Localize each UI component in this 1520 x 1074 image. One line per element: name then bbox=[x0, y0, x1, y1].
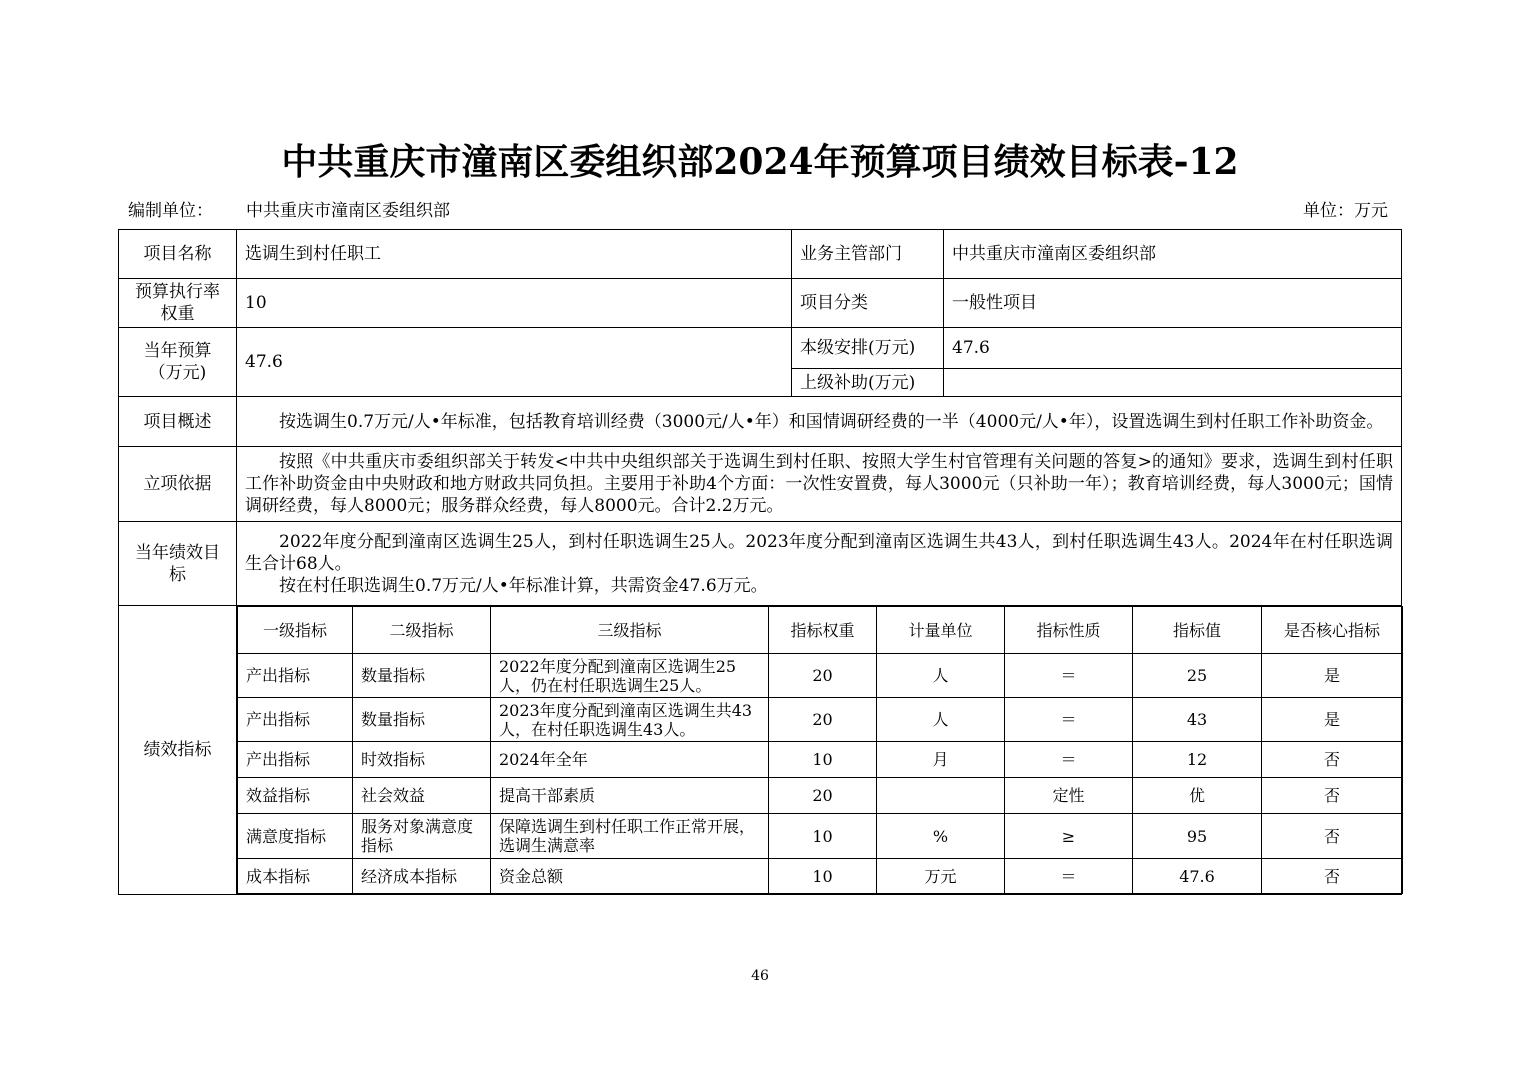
cell-core: 是 bbox=[1262, 654, 1403, 698]
cell-value: 优 bbox=[1133, 778, 1262, 814]
cell-core: 否 bbox=[1262, 859, 1403, 894]
cell-weight: 10 bbox=[769, 859, 877, 894]
cell-nature: ＝ bbox=[1005, 859, 1133, 894]
indicator-row bbox=[238, 742, 1403, 778]
header-level1: 一级指标 bbox=[238, 607, 353, 654]
header-value: 指标值 bbox=[1133, 607, 1262, 654]
goal-cell bbox=[237, 522, 1402, 606]
exec-rate-value: 10 bbox=[237, 279, 792, 328]
exec-rate-label: 预算执行率权重 bbox=[119, 279, 237, 328]
indicator-row bbox=[238, 814, 1403, 859]
cell-level1: 产出指标 bbox=[238, 742, 353, 778]
cell-nature: ＝ bbox=[1005, 654, 1133, 698]
indicator-row bbox=[238, 859, 1403, 894]
performance-table bbox=[118, 229, 1402, 895]
table-row bbox=[119, 606, 1402, 895]
cell-level1: 效益指标 bbox=[238, 778, 353, 814]
cell-value: 95 bbox=[1133, 814, 1262, 859]
cell-unit: % bbox=[877, 814, 1005, 859]
table-row bbox=[119, 397, 1402, 447]
indicators-cell bbox=[237, 606, 1402, 895]
cell-level2: 时效指标 bbox=[353, 742, 491, 778]
cell-weight: 20 bbox=[769, 698, 877, 742]
page-title: 中共重庆市潼南区委组织部2024年预算项目绩效目标表-12 bbox=[281, 141, 1239, 183]
cell-level3: 资金总额 bbox=[491, 859, 769, 894]
cell-level3: 2023年度分配到潼南区选调生共43人，在村任职选调生43人。 bbox=[491, 698, 769, 742]
cell-level3: 2024年全年 bbox=[491, 742, 769, 778]
upper-label: 上级补助(万元) bbox=[792, 369, 944, 397]
perf-label: 绩效指标 bbox=[119, 606, 237, 895]
goal-label: 当年绩效目标 bbox=[119, 522, 237, 606]
cell-level1: 成本指标 bbox=[238, 859, 353, 894]
cell-weight: 10 bbox=[769, 742, 877, 778]
cell-core: 否 bbox=[1262, 742, 1403, 778]
table-row bbox=[119, 279, 1402, 328]
overview-label: 项目概述 bbox=[119, 397, 237, 447]
cell-weight: 10 bbox=[769, 814, 877, 859]
cell-unit: 人 bbox=[877, 698, 1005, 742]
table-row bbox=[119, 522, 1402, 606]
cell-core: 否 bbox=[1262, 814, 1403, 859]
budget-label: 当年预算（万元) bbox=[119, 328, 237, 397]
cell-nature: 定性 bbox=[1005, 778, 1133, 814]
indicator-header-row bbox=[238, 607, 1403, 654]
org-value: 中共重庆市潼南区委组织部 bbox=[246, 201, 450, 221]
cell-level3: 2022年度分配到潼南区选调生25人，仍在村任职选调生25人。 bbox=[491, 654, 769, 698]
header-core: 是否核心指标 bbox=[1262, 607, 1403, 654]
org-label: 编制单位： bbox=[128, 201, 213, 221]
overview-text: 按选调生0.7万元/人•年标准，包括教育培训经费（3000元/人•年）和国情调研经费的一半（4000元/人•年），设置选调生到村任职工作补助资金。 bbox=[237, 397, 1402, 447]
dept-label: 业务主管部门 bbox=[792, 230, 944, 279]
indicator-row bbox=[238, 698, 1403, 742]
project-name-value: 选调生到村任职工 bbox=[237, 230, 792, 279]
cell-level2: 经济成本指标 bbox=[353, 859, 491, 894]
page-number: 46 bbox=[751, 968, 769, 984]
cell-value: 43 bbox=[1133, 698, 1262, 742]
cell-core: 否 bbox=[1262, 778, 1403, 814]
header-unit: 计量单位 bbox=[877, 607, 1005, 654]
indicator-row bbox=[238, 654, 1403, 698]
cell-unit: 万元 bbox=[877, 859, 1005, 894]
cell-nature: ＝ bbox=[1005, 742, 1133, 778]
header-level2: 二级指标 bbox=[353, 607, 491, 654]
cell-level3: 保障选调生到村任职工作正常开展，选调生满意率 bbox=[491, 814, 769, 859]
dept-value: 中共重庆市潼南区委组织部 bbox=[944, 230, 1402, 279]
local-value: 47.6 bbox=[944, 328, 1402, 369]
table-row bbox=[119, 328, 1402, 369]
cell-value: 47.6 bbox=[1133, 859, 1262, 894]
cell-nature: ≥ bbox=[1005, 814, 1133, 859]
header-nature: 指标性质 bbox=[1005, 607, 1133, 654]
indicator-row bbox=[238, 778, 1403, 814]
category-label: 项目分类 bbox=[792, 279, 944, 328]
cell-level3: 提高干部素质 bbox=[491, 778, 769, 814]
table-row bbox=[119, 447, 1402, 522]
budget-value: 47.6 bbox=[237, 328, 792, 397]
cell-value: 12 bbox=[1133, 742, 1262, 778]
upper-value bbox=[944, 369, 1402, 397]
header-weight: 指标权重 bbox=[769, 607, 877, 654]
cell-weight: 20 bbox=[769, 654, 877, 698]
category-value: 一般性项目 bbox=[944, 279, 1402, 328]
cell-weight: 20 bbox=[769, 778, 877, 814]
cell-nature: ＝ bbox=[1005, 698, 1133, 742]
local-label: 本级安排(万元) bbox=[792, 328, 944, 369]
header-level3: 三级指标 bbox=[491, 607, 769, 654]
goal-text-1: 2022年度分配到潼南区选调生25人，到村任职选调生25人。2023年度分配到潼南区选调生共43人，到村任职选调生43人。2024年在村任职选调生合计68人。 bbox=[245, 531, 1393, 574]
cell-level2: 数量指标 bbox=[353, 654, 491, 698]
cell-level2: 数量指标 bbox=[353, 698, 491, 742]
project-name-label: 项目名称 bbox=[119, 230, 237, 279]
cell-level2: 服务对象满意度指标 bbox=[353, 814, 491, 859]
table-row bbox=[119, 230, 1402, 279]
cell-level1: 产出指标 bbox=[238, 698, 353, 742]
goal-text-2: 按在村任职选调生0.7万元/人•年标准计算，共需资金47.6万元。 bbox=[279, 575, 768, 596]
cell-level1: 产出指标 bbox=[238, 654, 353, 698]
basis-text: 按照《中共重庆市委组织部关于转发<中共中央组织部关于选调生到村任职、按照大学生村官管理有关问题的答复>的通知》要求，选调生到村任职工作补助资金由中央财政和地方财政共同负担。主要用于补助4个方面：一次性安置费，每人3000元（只补助一年）；教育培训经费，每人3000元；国情调研经费，每人8000元；服务群众经费，每人8000元。合计2.2万元。 bbox=[237, 447, 1402, 522]
cell-level1: 满意度指标 bbox=[238, 814, 353, 859]
cell-core: 是 bbox=[1262, 698, 1403, 742]
basis-label: 立项依据 bbox=[119, 447, 237, 522]
cell-unit: 月 bbox=[877, 742, 1005, 778]
unit-label: 单位：万元 bbox=[1303, 201, 1388, 221]
cell-unit: 人 bbox=[877, 654, 1005, 698]
cell-value: 25 bbox=[1133, 654, 1262, 698]
cell-level2: 社会效益 bbox=[353, 778, 491, 814]
cell-unit bbox=[877, 778, 1005, 814]
indicators-table bbox=[237, 606, 1403, 894]
